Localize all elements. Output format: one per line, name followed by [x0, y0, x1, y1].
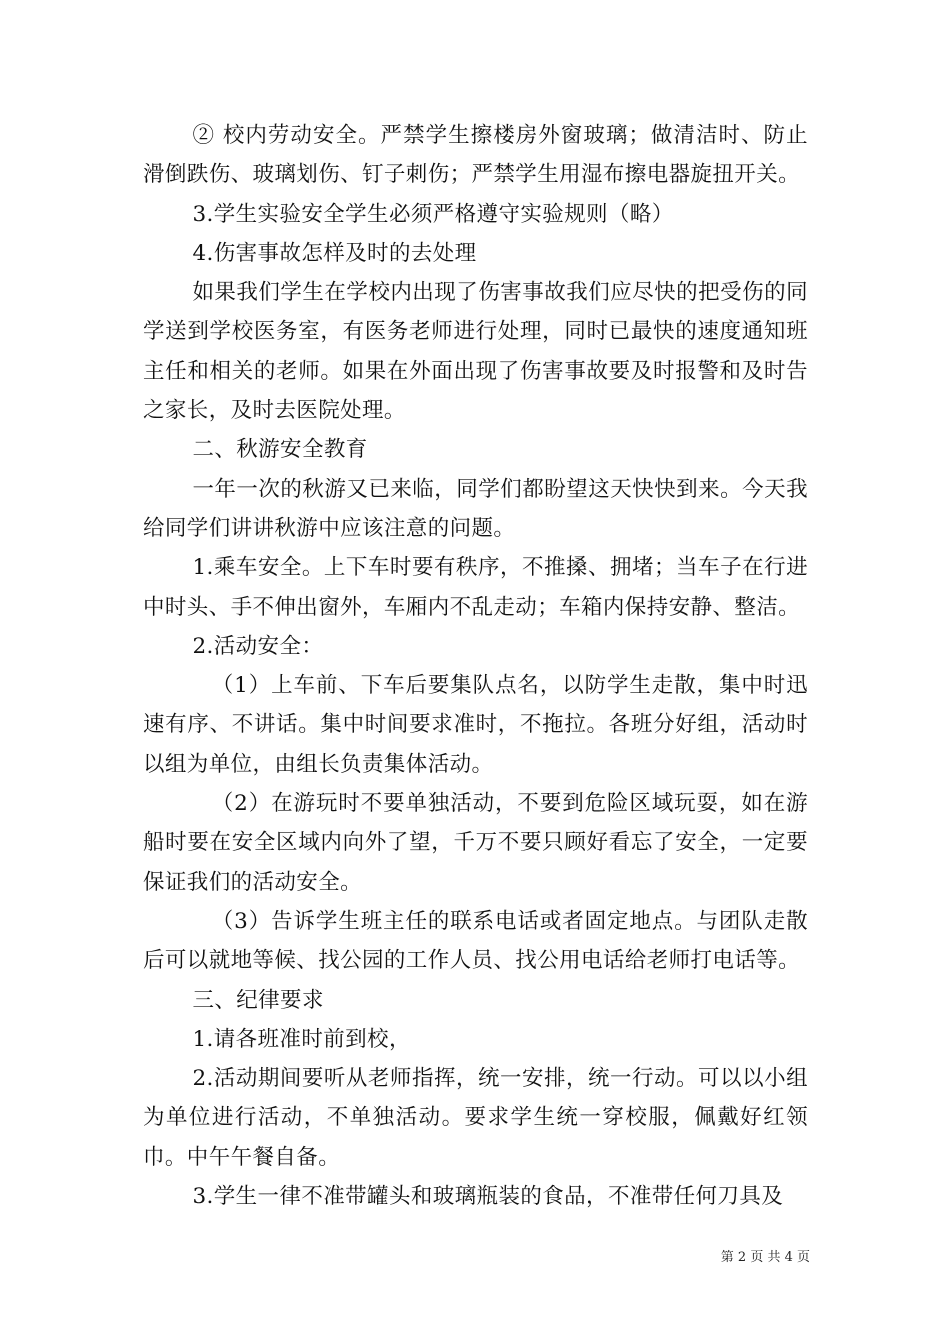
- paragraph-lab-safety: 3.学生实验安全学生必须严格遵守实验规则（略）: [192, 201, 674, 227]
- section-heading-outing-safety: 二、秋游安全教育: [192, 437, 368, 463]
- paragraph-injury-heading: 4.伤害事故怎样及时的去处理: [192, 240, 477, 266]
- paragraph-labor-safety: ② 校内劳动安全。严禁学生擦楼房外窗玻璃；做清洁时、防止滑倒跌伤、玻璃划伤、钉子刺伤；严禁学生用湿布擦电器旋扭开关。: [143, 123, 808, 188]
- paragraph-injury-handling: 如果我们学生在学校内出现了伤害事故我们应尽快的把受伤的同学送到学校医务室，有医务老师进行处理，同时已最快的速度通知班主任和相关的老师。如果在外面出现了伤害事故要及时报警和及时告之家长，及时去医院处理。: [143, 280, 808, 424]
- paragraph-activity-item-3: （3）告诉学生班主任的联系电话或者固定地点。与团队走散后可以就地等候、找公园的工作人员、找公用电话给老师打电话等。: [143, 908, 808, 974]
- page-number: 第 2 页 共 4 页: [720, 1250, 810, 1265]
- paragraph-discipline-1: 1.请各班准时前到校，: [192, 1026, 411, 1052]
- paragraph-activity-item-1: （1）上车前、下车后要集队点名，以防学生走散，集中时迅速有序、不讲话。集中时间要求准时，不拖拉。各班分好组，活动时以组为单位，由组长负责集体活动。: [143, 673, 808, 777]
- paragraph-discipline-2: 2.活动期间要听从老师指挥，统一安排，统一行动。可以以小组为单位进行活动，不单独活动。要求学生统一穿校服，佩戴好红领巾。中午午餐自备。: [143, 1066, 808, 1170]
- paragraph-discipline-3: 3.学生一律不准带罐头和玻璃瓶装的食品，不准带任何刀具及: [192, 1184, 784, 1210]
- document-body: [143, 116, 808, 1216]
- paragraph-activity-heading: 2.活动安全：: [192, 633, 324, 659]
- paragraph-activity-item-2: （2）在游玩时不要单独活动，不要到危险区域玩耍，如在游船时要在安全区域内向外了望，千万不要只顾好看忘了安全，一定要保证我们的活动安全。: [143, 791, 808, 895]
- paragraph-bus-safety: 1.乘车安全。上下车时要有秩序，不推搡、拥堵；当车子在行进中时头、手不伸出窗外，车厢内不乱走动；车箱内保持安静、整洁。: [143, 555, 808, 620]
- paragraph-outing-intro: 一年一次的秋游又已来临，同学们都盼望这天快快到来。今天我给同学们讲讲秋游中应该注意的问题。: [143, 476, 808, 541]
- section-heading-discipline: 三、纪律要求: [192, 987, 324, 1013]
